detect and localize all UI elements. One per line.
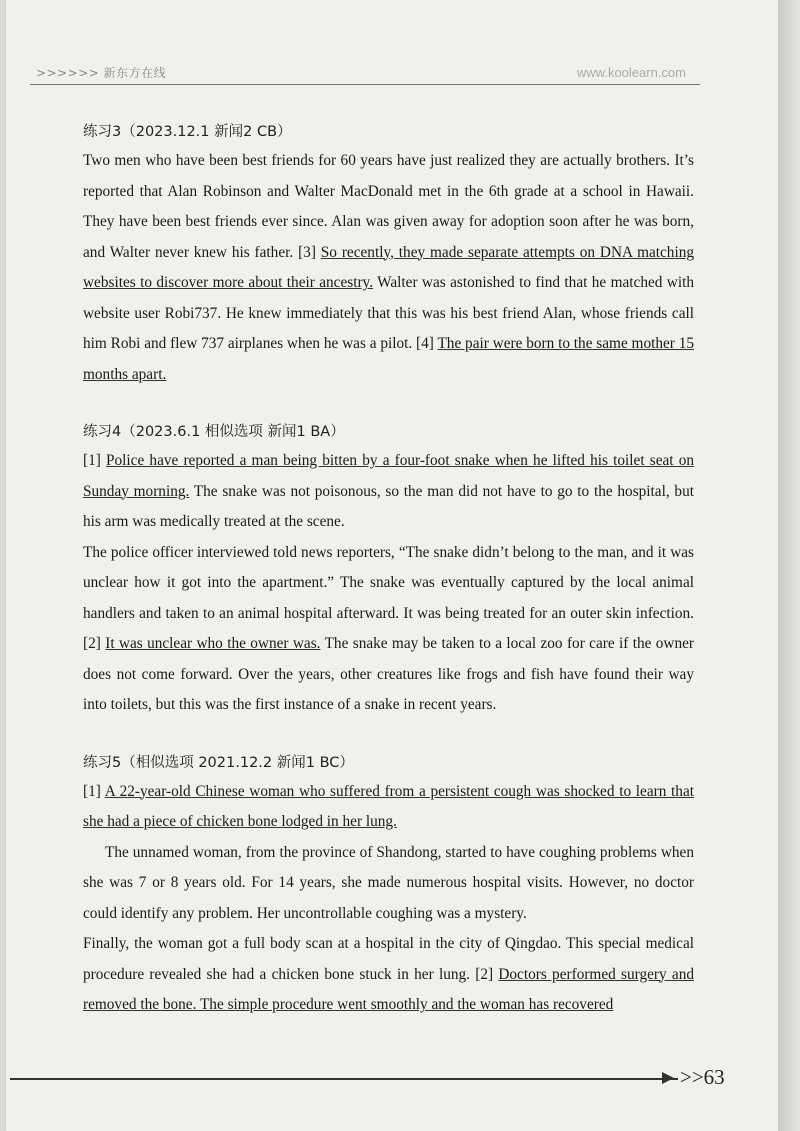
header-website: www.koolearn.com [576,65,686,80]
paragraph-text: The unnamed woman, from the province of Shandong, started to have coughing problems when she was 7 or 8 years old. For 14 years, she made numerous hospital visits. However, no doctor could identify any problem. Her uncontrollable coughing was a mystery. [83,843,694,922]
section-title: 练习5（相似选项 2021.12.2 新闻1 BC） [83,754,354,771]
paragraph [83,446,694,538]
section-gap [83,390,694,418]
underlined-answer-text: It was unclear who the owner was. [105,635,321,652]
footer-arrow-icon [662,1072,674,1084]
paragraph [83,538,694,721]
paragraph-text: The snake may be taken to a local zoo for care if the owner does not come forward. Over the years, other creatures like frogs and fish have found their way into toilets, but this was the first instance of a snake in recent years. [83,635,694,713]
header-brand: >>>>>> 新东方在线 [36,66,167,80]
paragraph-text: The snake was not poisonous, so the man did not have to go to the hospital, but his arm was medically treated at the scene. [83,482,694,530]
paragraph-text: [1] [83,452,107,469]
footer-rule [10,1078,678,1080]
paragraph [83,838,694,930]
paragraph-text: Two men who have been best friends for 60 years have just realized they are actually brothers. It’s reported that Alan Robinson and Walter MacDonald met in the 6th grade at a school in Hawaii. They have been best friends ever since. Alan was given away for adoption soon after he was born, and Walter never knew his father. [3] [83,152,694,261]
underlined-answer-text: Police have reported a man being bitten by a four-foot snake when he lifted his toilet seat on Sunday morning. [83,452,694,500]
page-content [83,118,694,1021]
paragraph [83,777,694,838]
paragraph-text: [1] [83,782,105,800]
page-number: >>63 [680,1065,725,1089]
paragraph-text: The police officer interviewed told news reporters, “The snake didn’t belong to the man, and it was unclear how it got into the apartment.” The snake was eventually captured by the local animal handlers and taken to an animal hospital afterward. It was being treated for an outer skin infection. [2] [83,543,694,652]
paragraph-text: Finally, the woman got a full body scan at a hospital in the city of Qingdao. This special medical procedure revealed she had a chicken bone stuck in her lung. [2] [83,935,694,983]
underlined-answer-text: Doctors performed surgery and removed the bone. The simple procedure went smoothly and the woman has recovered [83,965,694,1013]
underlined-answer-text: So recently, they made separate attempts on DNA matching websites to discover more about their ancestry. [83,243,694,291]
underlined-answer-text: The pair were born to the same mother 15 months apart. [83,335,695,383]
page-edge [778,0,800,1131]
paragraph [83,146,694,390]
section-title: 练习4（2023.6.1 相似选项 新闻1 BA） [83,424,345,440]
section-gap [83,721,694,749]
paragraph [83,929,694,1021]
underlined-answer-text: A 22-year-old Chinese woman who suffered from a persistent cough was shocked to learn that she had a piece of chicken bone lodged in her lung. [83,782,694,830]
paragraph-text: Walter was astonished to find that he matched with website user Robi737. He knew immediately that this was his best friend Alan, whose friends call him Robi and flew 737 airplanes when he was a pilot. [4] [83,274,694,352]
page-header [30,62,700,85]
section-title: 练习3（2023.12.1 新闻2 CB） [83,124,292,140]
